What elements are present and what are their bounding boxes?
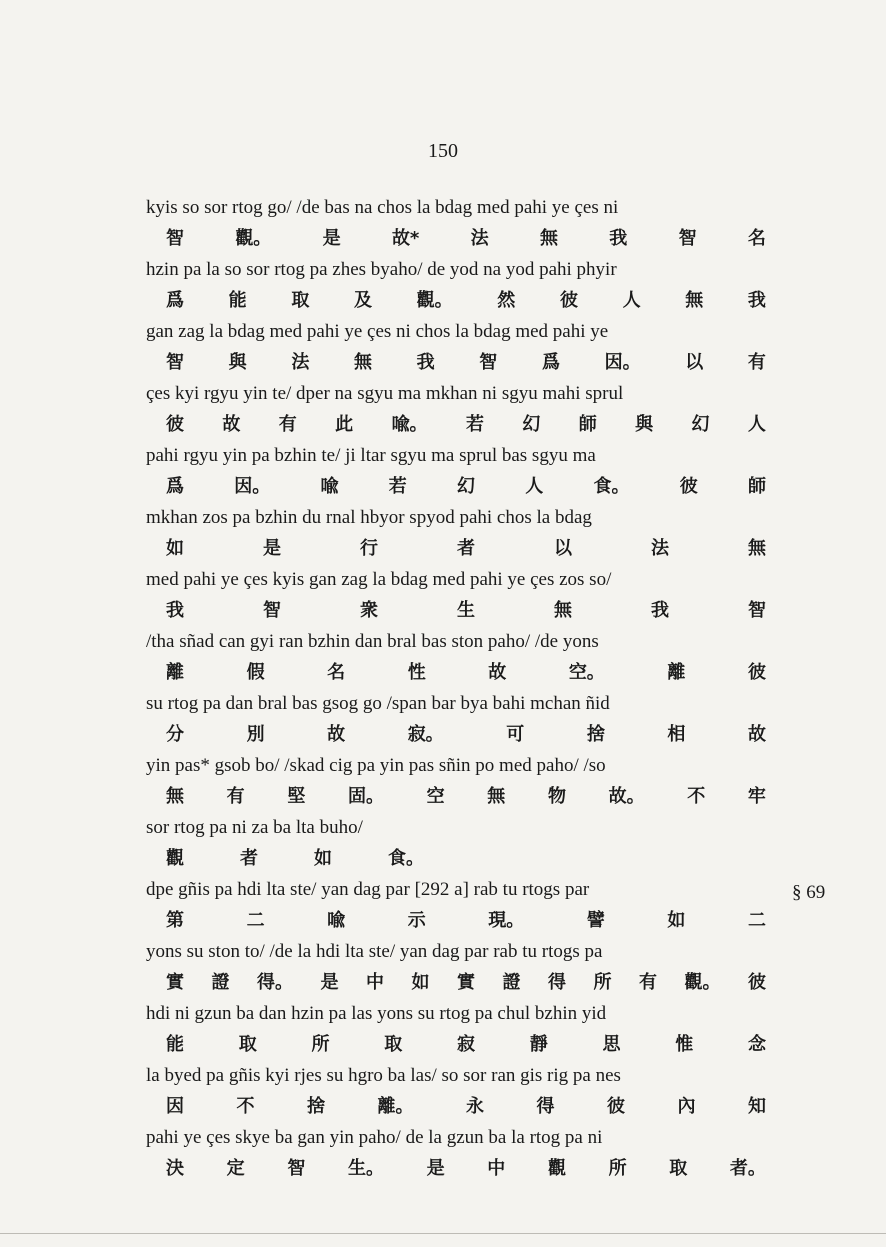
gloss-char: 彼	[748, 972, 766, 993]
chinese-gloss-line	[146, 595, 786, 626]
gloss-char: 喩	[327, 910, 346, 931]
gloss-char: 證	[211, 972, 230, 993]
tibetan-line: çes kyi rgyu yin te/ dper na sgyu ma mkhan ni sgyu mahi sprul	[146, 383, 624, 404]
gloss-char: 有	[226, 786, 245, 807]
gloss-char: 無	[166, 786, 184, 807]
tibetan-line: pahi ye çes skye ba gan yin paho/ de la gzun ba la rtog pa ni	[146, 1127, 603, 1148]
gloss-char: 智	[263, 600, 281, 621]
gloss-char: 然	[497, 290, 516, 311]
text-block	[146, 192, 786, 1184]
gloss-char: 取	[669, 1158, 688, 1179]
gloss-char: 第	[166, 910, 184, 931]
gloss-char: 假	[246, 662, 265, 683]
gloss-char: 所	[608, 1158, 627, 1179]
gloss-char: 取	[238, 1034, 257, 1055]
gloss-char: 是	[426, 1158, 445, 1179]
section-mark: § 69	[792, 882, 826, 903]
gloss-char: 別	[246, 724, 265, 745]
gloss-char: 法	[651, 538, 669, 559]
gloss-char: 幻	[457, 476, 475, 497]
gloss-char: 空	[426, 786, 445, 807]
gloss-char: 食。	[593, 476, 630, 497]
chinese-gloss-line	[146, 471, 786, 502]
gloss-char: 無	[685, 290, 704, 311]
gloss-char: 觀	[166, 848, 184, 869]
gloss-char: 取	[384, 1034, 403, 1055]
gloss-char: 如	[411, 972, 430, 993]
chinese-gloss-line	[146, 1091, 786, 1122]
gloss-char: 無	[487, 786, 506, 807]
gloss-char: 爲	[166, 290, 184, 311]
gloss-char: 名	[327, 662, 346, 683]
gloss-char: 取	[291, 290, 310, 311]
gloss-char: 實	[166, 972, 184, 993]
gloss-char: 故	[222, 414, 241, 435]
gloss-char: 分	[166, 724, 184, 745]
gloss-char: 如	[166, 538, 184, 559]
gloss-char: 人	[622, 290, 641, 311]
gloss-char: 智	[748, 600, 766, 621]
gloss-char: 若	[388, 476, 407, 497]
gloss-char: 得	[548, 972, 566, 993]
tibetan-line: yons su ston to/ /de la hdi lta ste/ yan dag par rab tu rtogs pa	[146, 941, 603, 962]
gloss-char: 此	[335, 414, 354, 435]
gloss-char: 中	[366, 972, 384, 993]
gloss-char: 牢	[747, 786, 766, 807]
chinese-gloss-line	[146, 719, 786, 750]
gloss-char: 捨	[586, 724, 605, 745]
gloss-char: 有	[639, 972, 657, 993]
gloss-char: 所	[311, 1034, 330, 1055]
chinese-gloss-line	[146, 347, 786, 378]
tibetan-line: pahi rgyu yin pa bzhin te/ ji ltar sgyu ma sprul bas sgyu ma	[146, 445, 596, 466]
gloss-char: 念	[748, 1034, 766, 1055]
gloss-char: 無	[554, 600, 572, 621]
gloss-char: 無	[748, 538, 766, 559]
gloss-char: 因	[166, 1096, 184, 1117]
gloss-char: 智	[479, 352, 498, 373]
chinese-gloss-line	[146, 1029, 786, 1060]
gloss-char: 惟	[675, 1034, 694, 1055]
gloss-char: 者	[240, 848, 258, 869]
gloss-char: 實	[457, 972, 475, 993]
bottom-rule	[0, 1233, 886, 1234]
gloss-char: 智	[166, 352, 184, 373]
gloss-char: 所	[593, 972, 612, 993]
gloss-char: 離。	[377, 1096, 414, 1117]
gloss-char: 可	[506, 724, 525, 745]
gloss-char: 性	[407, 662, 426, 683]
chinese-gloss-line	[146, 409, 786, 440]
gloss-char: 得	[536, 1096, 555, 1117]
gloss-char: 故	[327, 724, 346, 745]
tibetan-line: dpe gñis pa hdi lta ste/ yan dag par [292 a] rab tu rtogs par	[146, 879, 590, 900]
tibetan-line: hzin pa la so sor rtog pa zhes byaho/ de yod na yod pahi phyir	[146, 259, 617, 280]
gloss-char: 定	[226, 1158, 245, 1179]
gloss-char: 若	[465, 414, 484, 435]
chinese-gloss-line	[146, 533, 786, 564]
gloss-char: 寂。	[407, 724, 444, 745]
gloss-char: 以	[554, 538, 572, 559]
gloss-char: 喩	[320, 476, 339, 497]
gloss-char: 是	[263, 538, 281, 559]
gloss-char: 證	[502, 972, 521, 993]
gloss-char: 無	[353, 352, 372, 373]
page-number: 150	[428, 140, 458, 162]
gloss-char: 觀。	[684, 972, 721, 993]
gloss-char: 靜	[529, 1034, 548, 1055]
tibetan-line: gan zag la bdag med pahi ye çes ni chos la bdag med pahi ye	[146, 321, 609, 342]
gloss-char: 離	[667, 662, 686, 683]
tibetan-line: med pahi ye çes kyis gan zag la bdag med pahi ye çes zos so/	[146, 569, 612, 590]
chinese-gloss-line	[146, 657, 786, 688]
gloss-char: 者	[457, 538, 475, 559]
gloss-char: 生	[457, 600, 475, 621]
gloss-char: 能	[228, 290, 247, 311]
tibetan-line: mkhan zos pa bzhin du rnal hbyor spyod pahi chos la bdag	[146, 507, 592, 528]
gloss-char: 有	[278, 414, 297, 435]
gloss-char: 人	[525, 476, 544, 497]
gloss-char: 寂	[457, 1034, 475, 1055]
tibetan-line: sor rtog pa ni za ba lta buho/	[146, 817, 363, 838]
gloss-char: 幻	[691, 414, 710, 435]
gloss-char: 如	[667, 910, 686, 931]
gloss-char: 我	[416, 352, 435, 373]
gloss-char: 幻	[522, 414, 541, 435]
gloss-char: 爲	[541, 352, 560, 373]
tibetan-line: hdi ni gzun ba dan hzin pa las yons su rtog pa chul bzhin yid	[146, 1003, 607, 1024]
tibetan-line: la byed pa gñis kyi rjes su hgro ba las/ so sor ran gis rig pa nes	[146, 1065, 621, 1086]
gloss-char: 衆	[360, 600, 378, 621]
gloss-char: 觀。	[416, 290, 453, 311]
gloss-char: 師	[748, 476, 766, 497]
gloss-char: 物	[547, 786, 566, 807]
gloss-char: 師	[578, 414, 597, 435]
gloss-char: 無	[539, 228, 558, 249]
gloss-char: 決	[166, 1158, 184, 1179]
gloss-char: 喩。	[391, 414, 428, 435]
gloss-char: 觀	[547, 1158, 566, 1179]
gloss-char: 是	[320, 972, 339, 993]
gloss-char: 我	[609, 228, 628, 249]
gloss-char: 法	[291, 352, 310, 373]
chinese-gloss-line	[146, 905, 786, 936]
gloss-char: 生。	[347, 1158, 384, 1179]
gloss-char: 與	[635, 414, 654, 435]
chinese-gloss-line	[146, 781, 786, 812]
gloss-char: 固。	[347, 786, 384, 807]
chinese-gloss-line	[146, 843, 786, 874]
tibetan-line: yin pas* gsob bo/ /skad cig pa yin pas sñin po med paho/ /so	[146, 755, 606, 776]
gloss-char: 我	[651, 600, 669, 621]
gloss-char: 以	[685, 352, 704, 373]
gloss-char: 故	[747, 724, 766, 745]
gloss-char: 捨	[307, 1096, 325, 1117]
gloss-char: 彼	[166, 414, 184, 435]
tibetan-line: su rtog pa dan bral bas gsog go /span bar bya bahi mchan ñid	[146, 693, 610, 714]
gloss-char: 與	[228, 352, 247, 373]
gloss-char: 二	[246, 910, 265, 931]
gloss-char: 知	[748, 1096, 766, 1117]
gloss-char: 有	[747, 352, 766, 373]
gloss-char: 現。	[488, 910, 525, 931]
gloss-char: 因。	[234, 476, 271, 497]
gloss-char: 及	[353, 290, 372, 311]
gloss-char: 是	[322, 228, 341, 249]
gloss-char: 二	[747, 910, 766, 931]
gloss-char: 爲	[166, 476, 184, 497]
gloss-char: 觀。	[235, 228, 272, 249]
tibetan-line: /tha sñad can gyi ran bzhin dan bral bas ston paho/ /de yons	[146, 631, 599, 652]
gloss-char: 行	[360, 538, 378, 559]
gloss-char: 智	[678, 228, 697, 249]
gloss-char: 故*	[391, 228, 420, 249]
gloss-char: 法	[470, 228, 489, 249]
gloss-char: 不	[687, 786, 706, 807]
gloss-char: 離	[166, 662, 184, 683]
gloss-char: 彼	[559, 290, 578, 311]
chinese-gloss-line	[146, 223, 786, 254]
gloss-char: 彼	[747, 662, 766, 683]
gloss-char: 如	[314, 848, 332, 869]
gloss-char: 彼	[679, 476, 698, 497]
gloss-char: 我	[747, 290, 766, 311]
gloss-char: 譬	[586, 910, 605, 931]
gloss-char: 智	[287, 1158, 306, 1179]
gloss-char: 得。	[257, 972, 293, 993]
chinese-gloss-line	[146, 285, 786, 316]
gloss-char: 智	[166, 228, 184, 249]
gloss-char: 不	[236, 1096, 255, 1117]
gloss-char: 彼	[607, 1096, 625, 1117]
gloss-char: 故	[488, 662, 507, 683]
gloss-char: 示	[407, 910, 426, 931]
gloss-char: 堅	[287, 786, 306, 807]
gloss-char: 因。	[604, 352, 641, 373]
gloss-char: 思	[602, 1034, 621, 1055]
gloss-char: 永	[466, 1096, 484, 1117]
gloss-char: 能	[166, 1034, 184, 1055]
gloss-char: 食。	[388, 848, 424, 869]
gloss-char: 中	[487, 1158, 506, 1179]
gloss-char: 我	[166, 600, 184, 621]
gloss-char: 名	[747, 228, 766, 249]
gloss-char: 故。	[608, 786, 645, 807]
gloss-char: 者。	[729, 1158, 766, 1179]
gloss-char: 相	[667, 724, 686, 745]
gloss-char: 人	[747, 414, 766, 435]
chinese-gloss-line	[146, 1153, 786, 1184]
gloss-char: 內	[677, 1096, 696, 1117]
tibetan-line: kyis so sor rtog go/ /de bas na chos la bdag med pahi ye çes ni	[146, 197, 619, 218]
gloss-char: 空。	[568, 662, 605, 683]
chinese-gloss-line	[146, 967, 786, 998]
